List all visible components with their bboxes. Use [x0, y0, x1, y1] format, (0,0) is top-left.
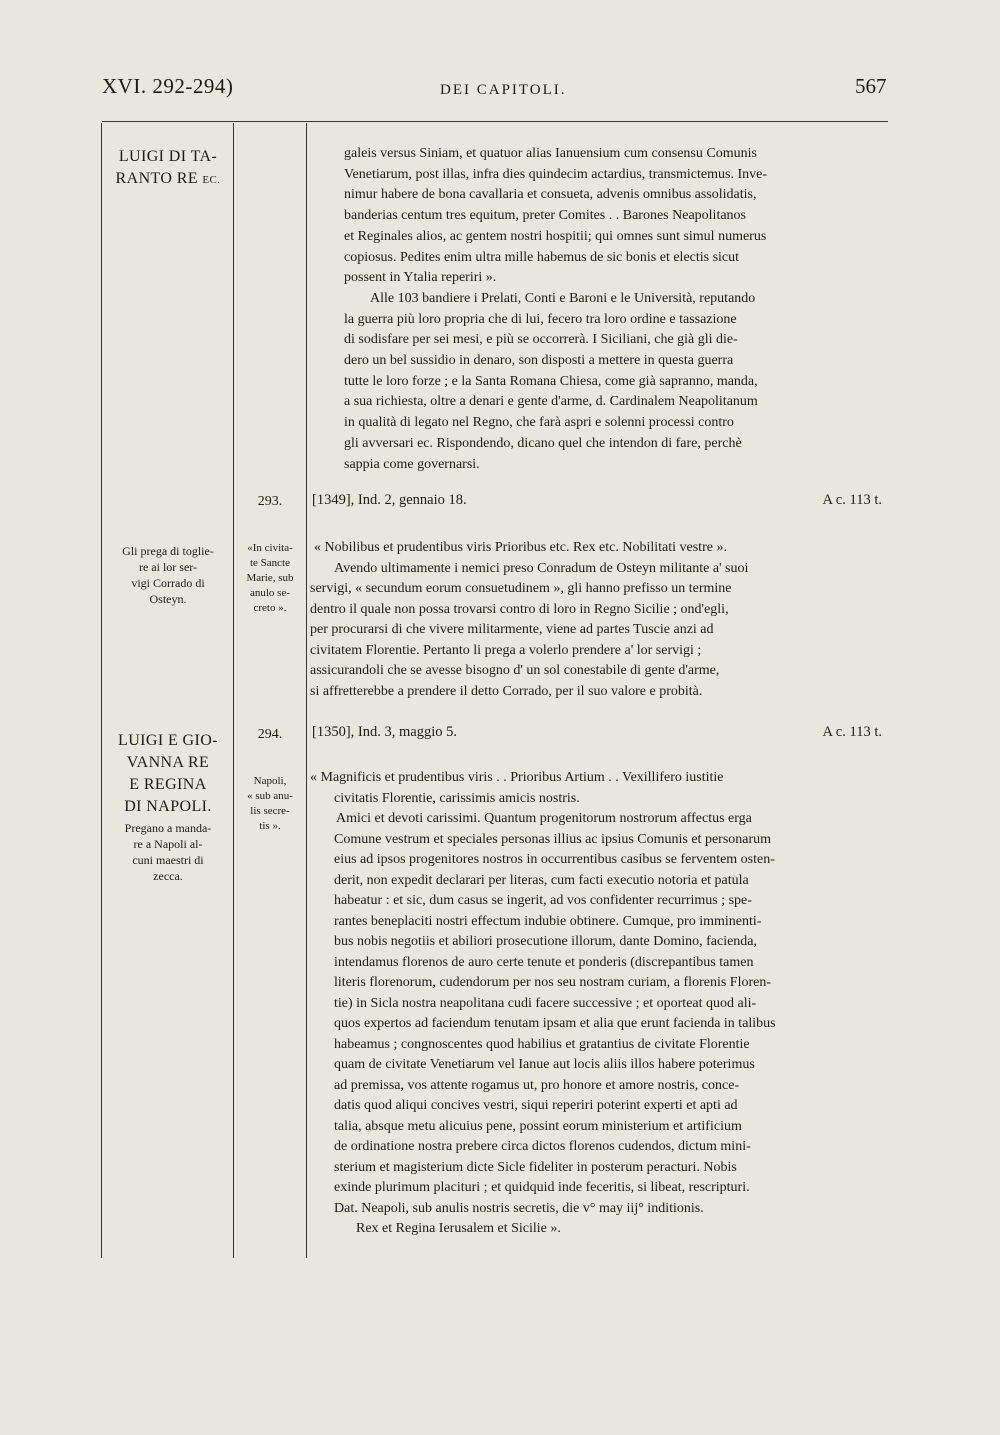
text-line: di sodisfare per sei mesi, e più se occorrerà. I Siciliani, che già gli die-: [344, 332, 738, 348]
sovereign-heading-1: LUIGI DI TA- RANTO RE EC.: [115, 148, 221, 187]
document-number-294: 294.: [257, 727, 283, 742]
text-line: derit, non expedit declarari per literas, cum facti executio notoria et patula: [334, 872, 749, 888]
block-292: [344, 144, 894, 475]
text-line: talia, absque metu alicuius pene, possint eorum ministerium et artificium: [334, 1118, 742, 1134]
entry-293-date: [1349], Ind. 2, gennaio 18.: [312, 492, 467, 508]
text-line: de ordinatione nostra prebere circa dictos florenos cudendos, dictum mini-: [334, 1139, 751, 1154]
text-line: quos expertos ad faciendum tenutam ipsam et alia que erunt facienda in talibus: [334, 1016, 776, 1031]
running-head-left: XVI. 292-294): [102, 74, 234, 98]
summary-294: Pregano a manda- re a Napoli al- cuni maestri di zecca.: [124, 821, 212, 883]
text-line: Amici et devoti carissimi. Quantum progenitorum nostrorum affectus erga: [336, 811, 752, 826]
text-line: in qualità di legato nel Regno, che farà aspri e solenni processi contro: [344, 415, 734, 431]
text-line: sappia come governarsi.: [344, 456, 480, 472]
text-line: tutte le loro forze ; e la Santa Romana Chiesa, come già sapranno, manda,: [344, 373, 758, 389]
entry-294-archive-ref: A c. 113 t.: [822, 724, 882, 740]
column-rule-left: [101, 123, 102, 1258]
text-line: Alle 103 bandiere i Prelati, Conti e Baroni e le Università, reputando: [370, 290, 756, 306]
text-line: tie) in Sicla nostra neapolitana cudi facere successive ; et oporteat quod ali-: [334, 995, 757, 1011]
text-line: ad premissa, vos attente rogamus ut, pro honore et amore nostris, conce-: [334, 1077, 740, 1093]
text-line: Dat. Neapoli, sub anulis nostris secretis, die v° may iij° inditionis.: [334, 1200, 704, 1216]
entry-294-heading: [312, 724, 882, 741]
text-line: « Nobilibus et prudentibus viris Prioribus etc. Rex etc. Nobilitati vestre ».: [314, 540, 727, 555]
entry-294-date: [1350], Ind. 3, maggio 5.: [312, 724, 457, 740]
text-line: a sua richiesta, oltre a denari e gente d'arme, d. Cardinalem Neapolitanum: [344, 394, 758, 410]
text-line: Venetiarum, post illas, infra dies quindecim actardius, transmictemus. Inve-: [344, 166, 767, 182]
text-line: copiosus. Pedites enim ultra mille habemus de sic bonis et electis sicut: [344, 249, 740, 265]
text-line: dero un bel sussidio in denaro, son disposti a mettere in questa guerra: [344, 353, 734, 369]
text-line: quam de civitate Venetiarum vel Ianue aut locis aliis illos habere poterimus: [334, 1057, 755, 1072]
text-line: datis quod aliqui concives vestri, siqui reperiri poterint experti et apti ad: [334, 1098, 738, 1113]
column-rule-right: [306, 123, 307, 1258]
text-line: gli avversari ec. Rispondendo, dicano quel che intendon di fare, perchè: [344, 435, 742, 451]
text-line: la guerra più loro propria che di lui, fecero tra loro ordine e tassazione: [344, 311, 737, 327]
text-line: exinde plurimum placituri ; et quidquid inde feceritis, si libeat, rescripturi.: [334, 1180, 750, 1195]
text-line: sterium et magisterium dicte Sicle fideliter in posterum peracturi. Nobis: [334, 1159, 737, 1175]
entry-293-heading: [312, 492, 882, 509]
text-line: habeatur : et sic, dum casus se ingerit, ad vos confidenter recurrimus ; spe-: [334, 893, 752, 908]
text-line: literis florenorum, cudendorum per nos seu nostram curiam, a florenis Floren-: [334, 975, 771, 990]
text-line: Avendo ultimamente i nemici preso Conradum de Osteyn militante a' suoi: [334, 560, 749, 576]
header-rule: [102, 121, 888, 122]
seal-note-294: Napoli, « sub anu- lis secre- tis ».: [247, 775, 293, 832]
sovereign-heading-2: LUIGI E GIO- VANNA RE E REGINA DI NAPOLI.: [118, 732, 218, 815]
document-number-293: 293.: [257, 494, 283, 509]
text-line: « Magnificis et prudentibus viris . . Prioribus Artium . . Vexillifero iustitie: [310, 770, 724, 785]
text-line: dentro il quale non possa trovarsi contro di loro in Regno Sicilie ; ond'egli,: [310, 601, 729, 617]
text-line: et Reginales alios, ac gentem nostri hospitii; qui omnes sunt simul numerus: [344, 228, 767, 244]
text-line: nimur habere de bona cavallaria et consueta, advenis omnibus assolidatis,: [344, 187, 757, 203]
text-line: Comune vestrum et speciales personas illius ac ipsius Comunis et personarum: [334, 831, 772, 847]
entry-293-text: [310, 538, 886, 702]
text-line: civitatem Florentie. Pertanto li prega a volerlo prendere a' lor servigi ;: [310, 642, 702, 658]
summary-293: Gli prega di toglie- re ai lor ser- vigi Corrado di Osteyn.: [122, 544, 214, 606]
text-line: bus nobis negotiis et abiliori prosecutione illorum, dante Domino, facienda,: [334, 934, 758, 949]
entry-294-text: [310, 768, 886, 1240]
text-line: eius ad ipsos progenitores nostros in occurrentibus casibus se ferventem osten-: [334, 852, 775, 867]
text-line: possent in Ytalia reperiri ».: [344, 270, 497, 286]
text-line: civitatis Florentie, carissimis amicis nostris.: [334, 790, 580, 806]
text-line: intendamus florenos de auro certe tenute et ponderis (discrepantibus tamen: [334, 954, 754, 970]
text-line: habeamus ; congnoscentes quod habilius et gratantius de civitate Florentie: [334, 1036, 750, 1052]
text-line: banderias centum tres equitum, preter Comites . . Barones Neapolitanos: [344, 208, 747, 224]
text-line: servigi, « secundum eorum consuetudinem », gli hanno prefisso un termine: [310, 581, 732, 596]
page-number: 567: [855, 74, 887, 98]
seal-note-293: «In civita- te Sancte Marie, sub anulo se- creto ».: [246, 542, 294, 614]
text-line: assicurandoli che se avesse bisogno d' un sol conestabile di gente d'arme,: [310, 663, 720, 678]
column-rule-middle: [233, 123, 234, 1258]
text-line: galeis versus Siniam, et quatuor alias Ianuensium cum consensu Comunis: [344, 146, 757, 161]
text-line: si affretterebbe a prendere il detto Corrado, per il suo valore e probità.: [310, 683, 703, 699]
text-line: Rex et Regina Ierusalem et Sicilie ».: [356, 1221, 561, 1236]
text-line: per procurarsi di che vivere militarmente, viene ad partes Tuscie anzi ad: [310, 622, 714, 637]
running-head-title: DEI CAPITOLI.: [440, 82, 567, 98]
text-line: rantes beneplaciti nostri effectum indubie obtinere. Cumque, pro imminenti-: [334, 913, 762, 929]
entry-293-archive-ref: A c. 113 t.: [822, 492, 882, 508]
